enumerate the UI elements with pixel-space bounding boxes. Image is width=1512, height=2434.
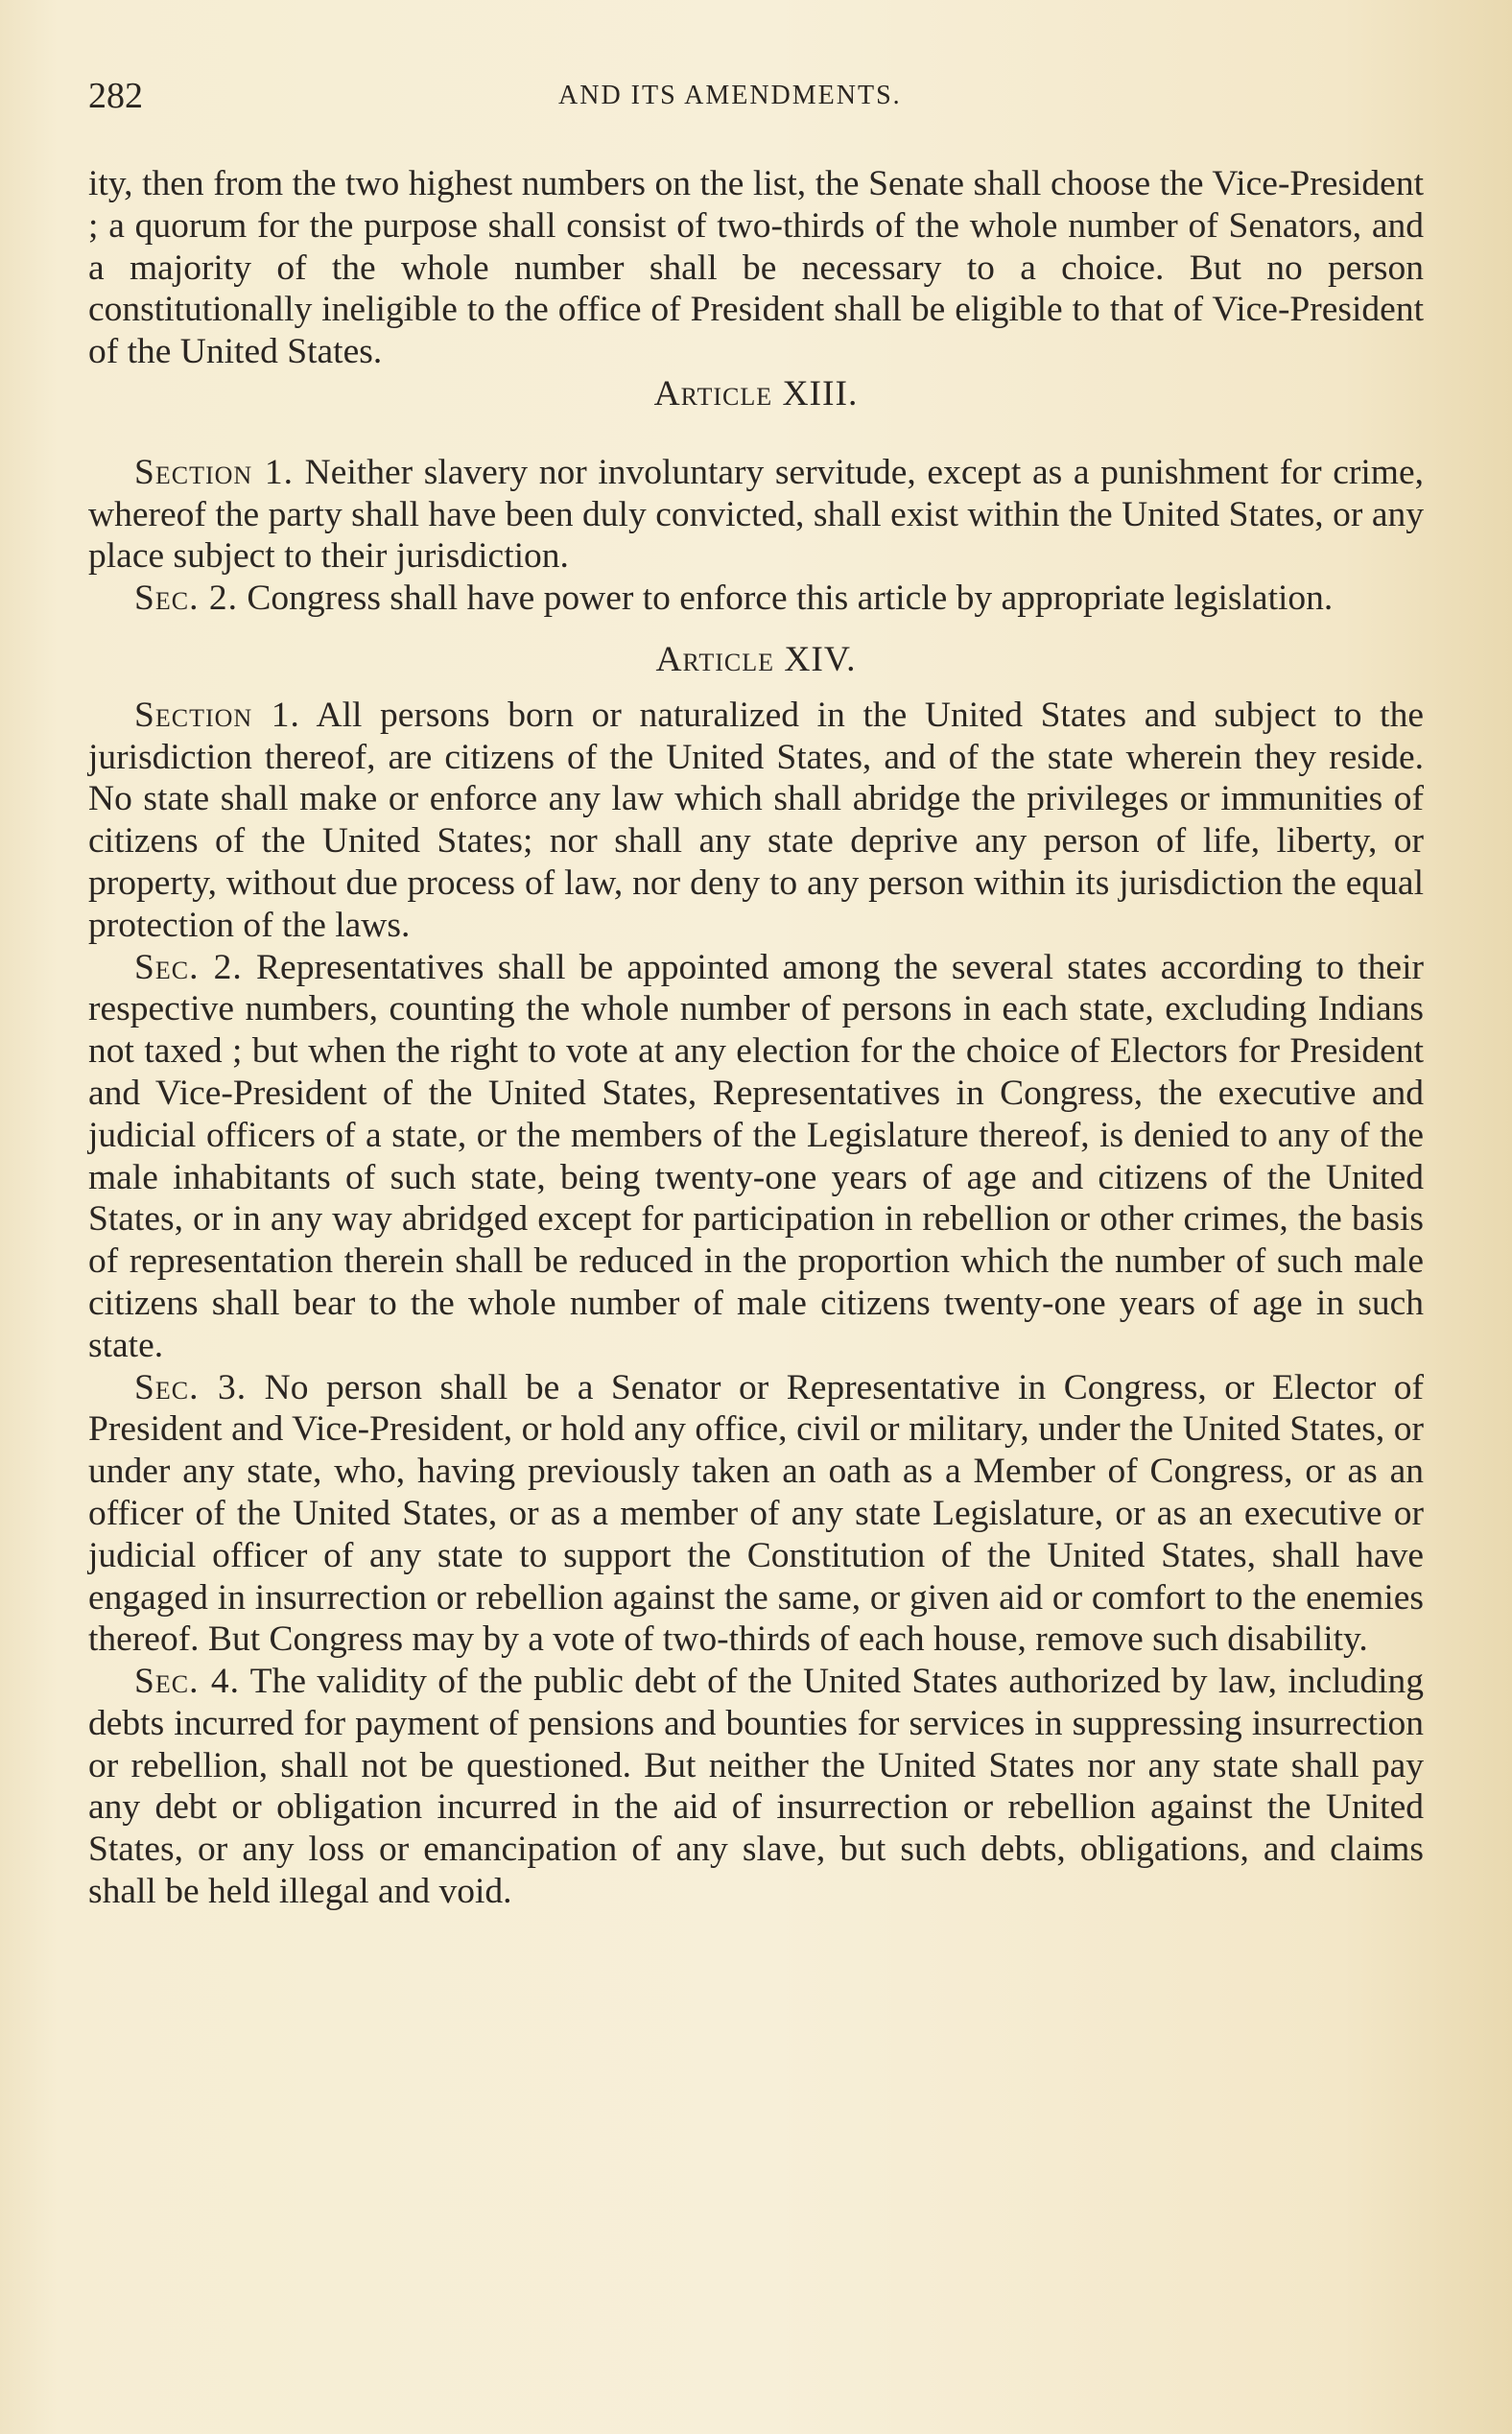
article-xiii-heading: Article XIII. <box>653 373 859 414</box>
article-xiv-section-4 <box>88 1661 1424 1913</box>
section-label: Section 1. <box>134 695 300 735</box>
running-head: AND ITS AMENDMENTS. <box>558 81 902 110</box>
page-number: 282 <box>88 76 143 116</box>
body-text <box>88 163 1424 1913</box>
section-label: Sec. 3. <box>134 1367 248 1407</box>
section-text: Representatives shall be appointed among the several states according to their respective numbers, counting the whole number of persons in each state, excluding Indians not taxed ; but when the right to vote at any election for the choice of Electors for President and Vice-President of the United States, Representatives in Congress, the executive and judicial officers of a state, or the members of the Legislature thereof, is denied to any of the male inhabitants of such state, being twenty-one years of age and citizens of the United States, or in any way abridged except for participation in rebellion or other crimes, the basis of representation therein shall be reduced in the proportion which the number of such male citizens shall bear to the whole number of male citizens twenty-one years of age in such state. <box>88 947 1424 1365</box>
opening-paragraph: ity, then from the two highest numbers on the list, the Senate shall choose the Vice-President ; a quorum for the purpose shall consist of two-thirds of the whole number of Senators, and a majority of the whole number shall be necessary to a choice. But no person constitutionally ineligible to the office of President shall be eligible to that of Vice-President of the United States. <box>88 164 1424 372</box>
article-xiii-section-2 <box>88 578 1424 620</box>
section-label: Sec. 2. <box>134 579 238 619</box>
section-text: Congress shall have power to enforce this article by appropriate legislation. <box>247 579 1334 619</box>
article-xiv-section-2 <box>88 947 1424 1367</box>
section-text: All persons born or naturalized in the United States and subject to the jurisdiction thereof, are citizens of the United States, and of the state wherein they reside. No state shall make or enforce any law which shall abridge the privileges or immunities of citizens of the United States; nor shall any state deprive any person of life, liberty, or property, without due process of law, nor deny to any person within its jurisdiction the equal protection of the laws. <box>88 695 1424 945</box>
article-xiii-section-1 <box>88 452 1424 578</box>
section-text: The validity of the public debt of the United States authorized by law, including debts incurred for payment of pensions and bounties for services in suppressing insurrection or rebellion, shall not be questioned. But neither the United States nor any state shall pay any debt or obligation incurred in the aid of insurrection or rebellion against the United States, or any loss or emancipation of any slave, but such debts, obligations, and claims shall be held illegal and void. <box>88 1662 1424 1912</box>
section-label: Sec. 4. <box>134 1662 240 1702</box>
section-label: Section 1. <box>134 452 294 492</box>
section-text: Neither slavery nor involuntary servitude, except as a punishment for crime, whereof the party shall have been duly convicted, shall exist within the United States, or any place subject to their jurisdiction. <box>88 452 1424 577</box>
article-xiv-section-1 <box>88 695 1424 947</box>
section-label: Sec. 2. <box>134 947 243 987</box>
article-xiv-section-3 <box>88 1367 1424 1662</box>
page-header <box>88 75 1422 123</box>
section-text: No person shall be a Senator or Representative in Congress, or Elector of President and Vice-President, or hold any office, civil or military, under the United States, or under any state, who, having previously taken an oath as a Member of Congress, or as an officer of the United States, or as a member of any state Legislature, or as an executive or judicial officer of any state to support the Constitution of the United States, shall have engaged in insurrection or rebellion against the same, or given aid or comfort to the enemies thereof. But Congress may by a vote of two-thirds of each house, remove such disability. <box>88 1367 1425 1660</box>
article-xiv-heading: Article XIV. <box>655 639 857 679</box>
